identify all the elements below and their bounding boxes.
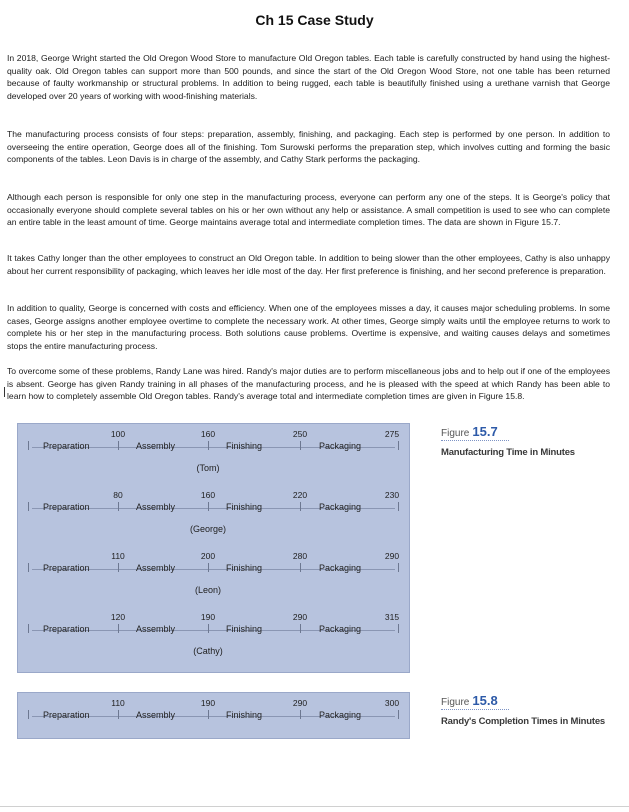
time-value: 110 xyxy=(111,698,125,708)
worker-label: (Leon) xyxy=(194,585,222,595)
stage-label-finishing: Finishing xyxy=(226,502,263,512)
time-value: 315 xyxy=(384,612,400,622)
timeline-tick xyxy=(118,710,119,719)
timeline-tick xyxy=(208,624,209,633)
stage-label-packaging: Packaging xyxy=(319,441,362,451)
stage-label-finishing: Finishing xyxy=(226,624,263,634)
timeline-tick xyxy=(208,563,209,572)
stage-label-preparation: Preparation xyxy=(43,563,90,573)
figure-15-7-label xyxy=(441,424,509,441)
paragraph-process: The manufacturing process consists of four steps: preparation, assembly, finishing, and packaging. Each step is performed by one person. In addition to overseeing the entire operation, George does all of the finishing. Tom Surowski performs the preparation step, which involves cutting and forming the basic components of the tables. Leon Davis is in charge of the assembly, and Cathy Stark performs the packaging. xyxy=(7,129,610,165)
figure-15-8-label xyxy=(441,693,509,710)
time-value: 220 xyxy=(292,490,308,500)
stage-label-preparation: Preparation xyxy=(43,710,90,720)
worker-label: (George) xyxy=(189,524,227,534)
stage-label-packaging: Packaging xyxy=(319,710,362,720)
timeline-tick xyxy=(118,624,119,633)
time-value: 290 xyxy=(292,698,308,708)
timeline-tick xyxy=(300,563,301,572)
time-value: 200 xyxy=(200,551,216,561)
figure-number: 15.7 xyxy=(472,424,498,439)
timeline-tick xyxy=(398,563,399,572)
figure-divider xyxy=(441,440,509,441)
page-title: Ch 15 Case Study xyxy=(255,12,374,28)
paragraph-intro: In 2018, George Wright started the Old Oregon Wood Store to manufacture Old Oregon tables. Each table is carefully constructed by hand using the highest-quality oak. Old Oregon tables can support more than 500 pounds, and since the start of the Old Oregon Wood Store, not one table has been returned because of faulty workmanship or structural problems. In addition to being rugged, each table is beautifully finished using a urethane varnish that George developed over 20 years of working with wood-finishing materials. xyxy=(7,53,610,101)
timeline-tick xyxy=(398,624,399,633)
timeline-tick xyxy=(300,710,301,719)
timeline-tick xyxy=(300,502,301,511)
timeline-tick xyxy=(28,624,29,633)
figure-number: 15.8 xyxy=(472,693,498,708)
stage-label-packaging: Packaging xyxy=(319,502,362,512)
stage-label-packaging: Packaging xyxy=(319,624,362,634)
timeline-tick xyxy=(208,502,209,511)
timeline-tick xyxy=(28,502,29,511)
timeline-randy xyxy=(18,698,409,771)
time-value: 160 xyxy=(200,429,216,439)
stage-label-finishing: Finishing xyxy=(226,563,263,573)
timeline-tick xyxy=(398,710,399,719)
timeline-tick xyxy=(208,441,209,450)
time-value: 80 xyxy=(113,490,123,500)
time-value: 100 xyxy=(110,429,126,439)
figure-15-8-box xyxy=(17,692,410,739)
time-value: 275 xyxy=(384,429,400,439)
stage-label-assembly: Assembly xyxy=(136,624,176,634)
time-value: 230 xyxy=(384,490,400,500)
paragraph-randy: To overcome some of these problems, Randy Lane was hired. Randy's major duties are to perform miscellaneous jobs and to help out if one of the employees is absent. George has given Randy training in all phases of the manufacturing process, and he is pleased with the speed at which Randy has been able to learn how to completely assemble Old Oregon tables. Randy's average total and intermediate completion times are given in Figure 15.8. xyxy=(7,366,610,402)
time-value: 110 xyxy=(111,551,125,561)
figure-word: Figure xyxy=(441,428,470,439)
figure-15-7-box xyxy=(17,423,410,673)
stage-label-assembly: Assembly xyxy=(136,710,176,720)
stage-label-assembly: Assembly xyxy=(136,563,176,573)
time-value: 190 xyxy=(200,698,216,708)
timeline-tick xyxy=(28,710,29,719)
paragraph-costs: In addition to quality, George is concerned with costs and efficiency. When one of the employees misses a day, it causes major scheduling problems. In some cases, George assigns another employee overtime to complete the necessary work. At other times, George simply waits until the employee returns to work to complete his or her step in the manufacturing process. Both solutions cause problems. Overtime is expensive, and waiting causes delays and sometimes stops the entire manufacturing process. xyxy=(7,303,610,351)
time-value: 120 xyxy=(110,612,126,622)
timeline-tick xyxy=(398,441,399,450)
timeline-tick xyxy=(118,563,119,572)
timeline-cathy xyxy=(18,612,409,685)
worker-label: (Cathy) xyxy=(193,646,223,656)
text-cursor xyxy=(4,387,5,397)
timeline-tick xyxy=(300,441,301,450)
stage-label-packaging: Packaging xyxy=(319,563,362,573)
time-value: 280 xyxy=(292,551,308,561)
stage-label-assembly: Assembly xyxy=(136,502,176,512)
time-value: 290 xyxy=(384,551,400,561)
figure-15-7-caption: Manufacturing Time in Minutes xyxy=(441,447,575,458)
worker-label: (Tom) xyxy=(196,463,220,473)
stage-label-finishing: Finishing xyxy=(226,441,263,451)
timeline-tick xyxy=(208,710,209,719)
timeline-tick xyxy=(398,502,399,511)
stage-label-preparation: Preparation xyxy=(43,441,90,451)
stage-label-finishing: Finishing xyxy=(226,710,263,720)
figure-15-8-caption: Randy's Completion Times in Minutes xyxy=(441,716,605,727)
time-value: 160 xyxy=(200,490,216,500)
timeline-tick xyxy=(28,563,29,572)
paragraph-competition: Although each person is responsible for only one step in the manufacturing process, everyone can perform any one of the steps. It is George's policy that occasionally everyone should complete several tables on his or her own without any help or assistance. A small competition is used to see who can complete an entire table in the least amount of time. George maintains average total and intermediate completion times. The data are shown in Figure 15.7. xyxy=(7,192,610,228)
timeline-tick xyxy=(118,502,119,511)
stage-label-preparation: Preparation xyxy=(43,624,90,634)
paragraph-cathy: It takes Cathy longer than the other employees to construct an Old Oregon table. In addition to being slower than the other employees, Cathy is also unhappy about her current responsibility of packaging, which leaves her idle most of the day. Her first preference is finishing, and her second preference is preparation. xyxy=(7,253,610,276)
stage-label-preparation: Preparation xyxy=(43,502,90,512)
figure-word: Figure xyxy=(441,697,470,708)
timeline-tick xyxy=(300,624,301,633)
time-value: 300 xyxy=(384,698,400,708)
time-value: 250 xyxy=(292,429,308,439)
figure-divider xyxy=(441,709,509,710)
page-bottom-divider xyxy=(0,806,629,807)
timeline-tick xyxy=(28,441,29,450)
timeline-tick xyxy=(118,441,119,450)
time-value: 290 xyxy=(292,612,308,622)
time-value: 190 xyxy=(200,612,216,622)
stage-label-assembly: Assembly xyxy=(136,441,176,451)
